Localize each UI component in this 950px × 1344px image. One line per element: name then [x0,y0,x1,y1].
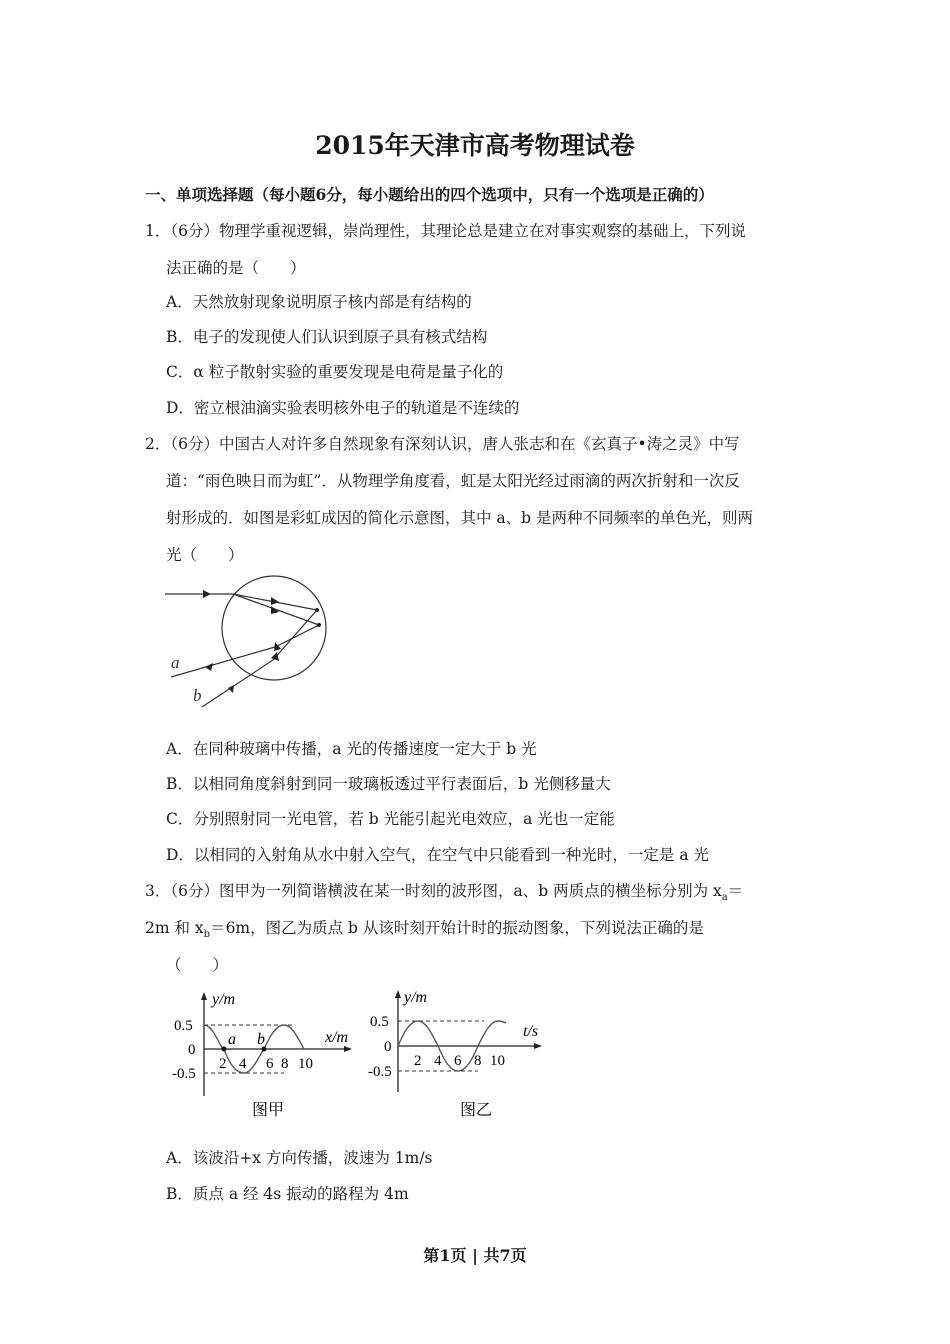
question-2-line-3: 射形成的．如图是彩虹成因的简化示意图，其中 a、b 是两种不同频率的单色光，则两 [166,509,754,527]
option-b: B．质点 a 经 4s 振动的路程为 4m [166,1185,409,1203]
svg-text:0: 0 [384,1039,392,1055]
option-b: B．电子的发现使人们认识到原子具有核式结构 [166,328,488,346]
question-3-line-2: 2m 和 $x_b=6m$，图乙为质点 b 从该时刻开始计时的振动图象，下列说法正确的是 [145,919,704,941]
svg-text:4: 4 [434,1053,442,1069]
question-2-line-2: 道：“雨色映日而为虹”．从物理学角度看，虹是太阳光经过雨滴的两次折射和一次反 [166,472,740,490]
svg-text:6: 6 [266,1056,274,1072]
ray-a-label: a [171,653,180,672]
vibration-graph-figure-yi [360,980,560,1125]
option-a: A．该波沿+x 方向传播，波速为 1m/s [166,1149,433,1167]
point-a-label: a [228,1031,236,1048]
option-d: D．以相同的入射角从水中射入空气，在空气中只能看到一种光时，一定是 a 光 [166,846,710,864]
svg-text:2: 2 [219,1056,227,1072]
question-number: 3． [145,882,171,900]
question-3-line-1: 3．（6分）图甲为一列简谐横波在某一时刻的波形图，a、b 两质点的横坐标分别为 $x_a=$ [145,882,744,904]
question-2-line-1: 2．（6分）中国古人对许多自然现象有深刻认识，唐人张志和在《玄真子•涛之灵》中写 [145,435,740,453]
point-b-label: b [257,1031,265,1048]
question-1-line-2: 法正确的是（ ） [166,259,306,277]
question-2-line-4: 光（ ） [166,546,244,564]
svg-text:0.5: 0.5 [370,1014,389,1030]
option-a: A．天然放射现象说明原子核内部是有结构的 [166,293,472,311]
option-a: A．在同种玻璃中传播，a 光的传播速度一定大于 b 光 [166,740,537,758]
svg-text:10: 10 [298,1056,313,1072]
svg-text:0.5: 0.5 [174,1018,193,1034]
option-b: B．以相同角度斜射到同一玻璃板透过平行表面后，b 光侧移量大 [166,775,611,793]
svg-text:4: 4 [239,1056,247,1072]
svg-text:6: 6 [454,1053,462,1069]
question-number: 1． [145,222,171,240]
option-c: C．α 粒子散射实验的重要发现是电荷是量子化的 [166,363,504,381]
figure-caption: 图乙 [460,1100,493,1119]
page-footer: 第1页 | 共7页 [423,1246,527,1265]
svg-text:0: 0 [188,1042,196,1058]
svg-text:10: 10 [490,1053,505,1069]
raindrop-circle [222,576,326,680]
svg-text:8: 8 [281,1056,289,1072]
question-number: 2． [145,435,171,453]
svg-text:y/m: y/m [212,991,236,1008]
option-d: D．密立根油滴实验表明核外电子的轨道是不连续的 [166,399,520,417]
figure-caption: 图甲 [252,1100,285,1119]
svg-text:y/m: y/m [404,989,428,1006]
option-c: C．分别照射同一光电管，若 b 光能引起光电效应，a 光也一定能 [166,810,615,828]
svg-text:-0.5: -0.5 [172,1066,196,1082]
rainbow-diagram [155,570,345,715]
page-title: 2015年天津市高考物理试卷 [315,131,635,160]
ray-b-label: b [193,686,202,705]
svg-text:t/s: t/s [523,1023,539,1040]
wave-graph-figure-jia [160,980,360,1125]
svg-text:x/m: x/m [325,1029,349,1046]
svg-text:-0.5: -0.5 [368,1064,392,1080]
question-3-line-3: （ ） [166,956,229,974]
svg-text:8: 8 [474,1053,482,1069]
svg-text:2: 2 [414,1053,422,1069]
question-1-line-1: 1．（6分）物理学重视逻辑，崇尚理性，其理论总是建立在对事实观察的基础上，下列说 [145,222,746,240]
section-heading: 一、单项选择题（每小题6分，每小题给出的四个选项中，只有一个选项是正确的） [145,185,714,204]
